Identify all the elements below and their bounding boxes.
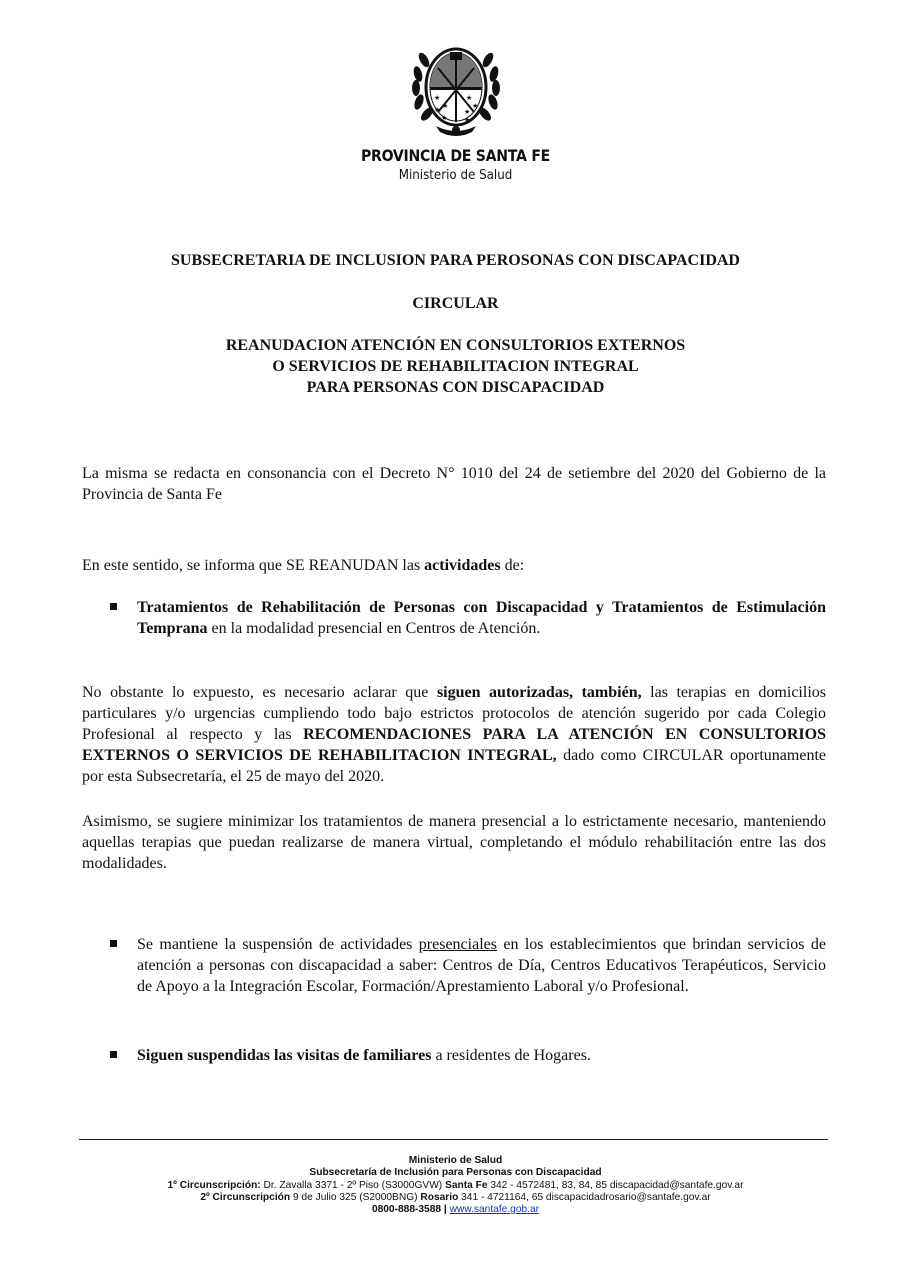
bullet-item-visits (137, 1045, 826, 1066)
bold-span: Siguen suspendidas las visitas de familiares (137, 1047, 432, 1064)
text-span: de: (500, 557, 525, 574)
bullet-icon (110, 940, 117, 947)
bold-span: Santa Fe (445, 1179, 488, 1191)
footer-contact (0, 1204, 911, 1216)
bullet-icon (110, 1051, 117, 1058)
underlined-span: presenciales (418, 936, 497, 953)
svg-text:★: ★ (441, 102, 448, 110)
footer (0, 1155, 911, 1216)
bold-span: Tratamientos de Rehabilitación de Personas con Discapacidad y Tratamientos de Estimulación Temprana (137, 599, 826, 637)
bold-span: actividades (424, 557, 501, 574)
website-link[interactable]: www.santafe.gob.ar (449, 1204, 540, 1216)
text-span: a residentes de Hogares. (431, 1047, 591, 1064)
footer-ministry: Ministerio de Salud (408, 1155, 503, 1166)
text-span: en la modalidad presencial en Centros de Atención. (207, 620, 541, 637)
footer-subsecretaria: Subsecretaría de Inclusión para Personas con Discapacidad (309, 1167, 602, 1179)
svg-text:★: ★ (463, 108, 470, 116)
authorized-therapies-paragraph (82, 682, 826, 787)
svg-text:★: ★ (463, 116, 470, 124)
subsecretaria-title: SUBSECRETARIA DE INCLUSION PARA PEROSONAS CON DISCAPACIDAD (171, 252, 740, 269)
heading-line-3: PARA PERSONAS CON DISCAPACIDAD (306, 379, 605, 396)
heading-line-2: O SERVICIOS DE REHABILITACION INTEGRAL (272, 358, 639, 375)
text-span: 342 - 4572481, 83, 84, 85 discapacidad@santafe.gov.ar (487, 1179, 744, 1191)
resume-activities-paragraph (82, 555, 826, 576)
text-span: 9 de Julio 325 (S2000BNG) (290, 1191, 421, 1203)
text-span: en los establecimientos que brindan servicios de atención a personas con discapacidad a saber: Centros de Día, Centros Educativos Terapéuticos, Servicio de Apoyo a la Integración Escolar, Formación/Aprestamiento Laboral y/o Profesional. (137, 936, 827, 995)
province-name: PROVINCIA DE SANTA FE (360, 146, 551, 165)
text-span: 341 - 4721164, 65 discapacidadrosario@santafe.gov.ar (458, 1191, 711, 1203)
text-span: En este sentido, se informa que SE REANUDAN las (82, 557, 425, 574)
svg-text:★: ★ (471, 102, 478, 110)
coat-of-arms-icon (406, 30, 506, 140)
text-span: las terapias en domicilios particulares y/o urgencias cumpliendo todo bajo estrictos protocolos de atención sugerido por cada Colegio Profesional al respecto y las (82, 684, 826, 743)
bold-span: 1º Circunscripción: (167, 1179, 261, 1191)
svg-text:★: ★ (440, 114, 447, 122)
footer-rosario-address (0, 1192, 911, 1204)
letterhead (0, 30, 911, 183)
svg-text:★: ★ (465, 94, 472, 102)
footer-santa-fe-address (0, 1180, 911, 1192)
minimize-treatments-paragraph: Asimismo, se sugiere minimizar los tratamientos de manera presencial a lo estrictamente necesario, manteniendo aquellas terapias que puedan realizarse de manera virtual, completando el módulo rehabilitación entre las dos modalidades. (82, 813, 826, 872)
footer-phone: 0800-888-3588 | (371, 1204, 450, 1216)
intro-paragraph: La misma se redacta en consonancia con el Decreto N° 1010 del 24 de setiembre del 2020 del Gobierno de la Provincia de Santa Fe (82, 465, 826, 503)
text-span: dado como CIRCULAR oportunamente por esta Subsecretaría, el 25 de mayo del 2020. (82, 747, 827, 785)
circular-heading (0, 335, 911, 398)
circular-title: CIRCULAR (412, 295, 499, 312)
text-span: Se mantiene la suspensión de actividades (137, 936, 419, 953)
bold-span: Rosario (420, 1191, 459, 1203)
bullet-icon (110, 603, 117, 610)
text-span: No obstante lo expuesto, es necesario aclarar que (82, 684, 437, 701)
svg-text:★: ★ (433, 94, 440, 102)
heading-line-1: REANUDACION ATENCIÓN EN CONSULTORIOS EXTERNOS (225, 337, 686, 354)
bold-span: 2º Circunscripción (200, 1191, 291, 1203)
bullet-item-suspension (137, 934, 826, 997)
footer-divider (79, 1139, 828, 1140)
text-span: Dr. Zavalla 3371 - 2º Piso (S3000GVW) (260, 1179, 446, 1191)
bold-span: siguen autorizadas, también, (436, 684, 642, 701)
ministry-name: Ministerio de Salud (398, 167, 513, 183)
bold-span: RECOMENDACIONES PARA LA ATENCIÓN EN CONSULTORIOS EXTERNOS O SERVICIOS DE REHABILITACION INTEGRAL, (82, 726, 827, 764)
svg-text:★: ★ (433, 106, 440, 114)
bullet-item-rehabilitation (137, 597, 826, 639)
